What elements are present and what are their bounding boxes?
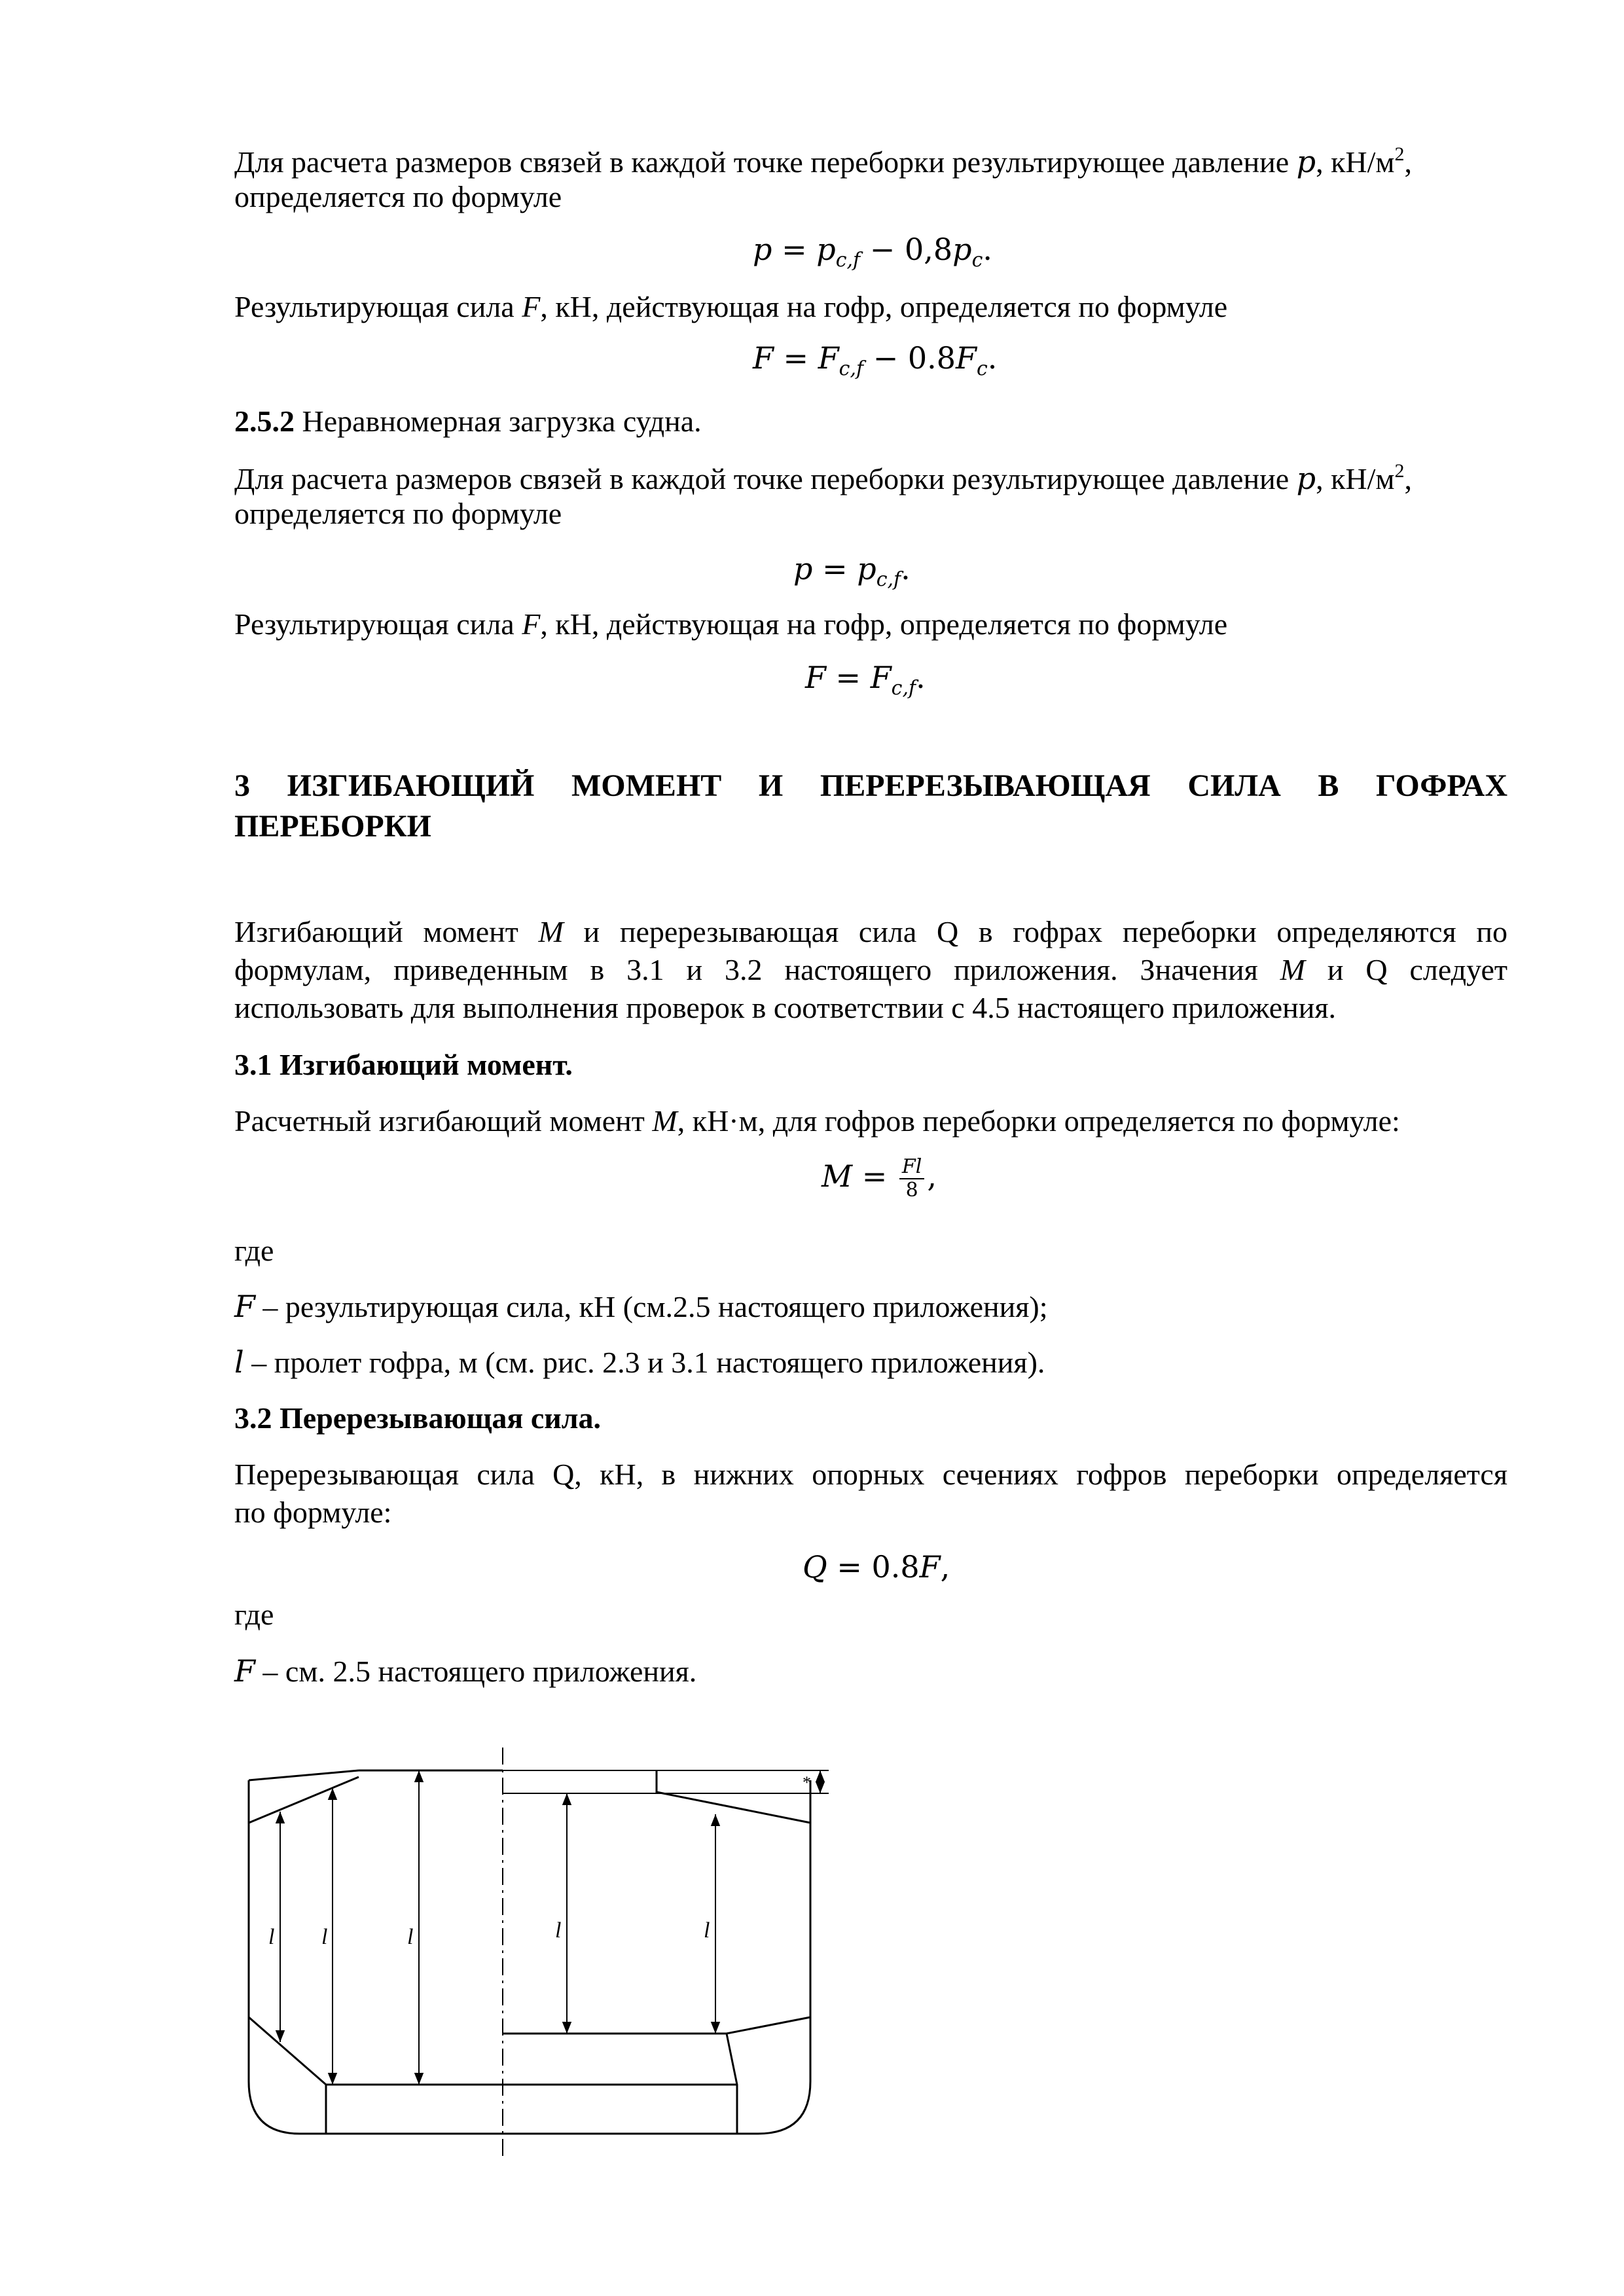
text: , [1404,145,1413,179]
op: = 0.8 [827,1549,920,1585]
text: , кН/м [1316,462,1395,495]
paragraph-moment [234,1102,1400,1140]
text: и Q следует [1305,953,1507,986]
var: p [793,551,813,586]
heading-line: 3 ИЗГИБАЮЩИЙ МОМЕНТ И ПЕРЕРЕЗЫВАЮЩАЯ СИЛА В ГОФРАХ [234,768,1507,803]
numerator: Fl [899,1156,924,1179]
span-label: l [268,1925,275,1949]
text: определяется по формуле [234,497,562,530]
section-number: 2.5.2 [234,404,295,438]
paragraph-line [234,951,1507,989]
text: Результирующая сила [234,607,522,641]
text: , кН, действующая на гофр, определяется по формуле [540,290,1228,323]
superscript: 2 [1394,460,1405,482]
text: Расчетный изгибающий момент [234,1104,653,1138]
op: = [812,551,857,586]
text: – см. 2.5 настоящего приложения. [255,1655,697,1688]
var-M: M [1280,953,1305,986]
op: = [825,660,871,695]
var-p: p [1296,144,1316,179]
span-label: l [704,1918,710,1943]
text: определяется по формуле [234,180,562,213]
paragraph-shear [234,1456,1507,1532]
text: Изгибающий момент [234,915,539,948]
formula-shear [803,1548,950,1586]
op: = [773,340,818,376]
text: , [1404,462,1413,495]
definition-l [234,1343,1045,1382]
subsection-title-2-5-2 [234,403,702,440]
var: F [956,340,977,376]
op: − 0,8 [860,232,953,267]
op: = [772,232,817,267]
op: , [940,1549,950,1585]
sub: c,f [839,357,864,380]
var: F [818,340,839,376]
sub: c,f [891,677,916,700]
paragraph-line: Перерезывающая сила Q, кН, в нижних опорных сечениях гофров переборки определяется [234,1458,1507,1491]
var: F [805,660,826,695]
definition-F [234,1287,1047,1326]
text: , кН/м [1316,145,1395,179]
sub: c [971,249,983,272]
var-F: F [522,290,541,323]
text: Для расчета размеров связей в каждой точке переборки результирующее давление [234,145,1297,179]
text: – результирующая сила, кН (см.2.5 настоящего приложения); [255,1290,1048,1323]
op: . [916,660,926,695]
text: – пролет гофра, м (см. рис. 2.3 и 3.1 настоящего приложения). [244,1346,1045,1379]
var: p [816,232,836,267]
formula-p-nonuniform [793,550,911,591]
var-F: F [234,1653,255,1689]
var-F: F [522,607,541,641]
span-label: l [407,1925,414,1949]
span-label: l [321,1925,328,1949]
var: M [821,1158,853,1194]
sub: c,f [835,249,861,272]
definition-F-shear [234,1652,696,1691]
fraction [899,1156,924,1202]
op: . [901,551,911,586]
where-label: где [234,1598,274,1631]
formula-moment [821,1156,937,1202]
span-label: l [555,1918,562,1943]
topside-tank-left [249,1777,359,1823]
var-M: M [538,915,564,948]
text: формулам, приведенным в 3.1 и 3.2 настоящего приложения. Значения [234,953,1280,986]
text: , кН·м, для гофров переборки определяется по формуле: [677,1104,1400,1138]
section-heading-3 [234,766,1507,847]
text: и перерезывающая сила Q в гофрах переборки определяются по [563,915,1508,948]
var: p [753,232,772,267]
op: − 0.8 [863,340,956,376]
paragraph-section3-intro [234,913,1507,1027]
text: Для расчета размеров связей в каждой точке переборки результирующее давление [234,462,1297,495]
text: Результирующая сила [234,290,522,323]
formula-p-uniform [753,230,992,272]
paragraph-line [234,495,562,533]
text: , кН, действующая на гофр, определяется по формуле [540,607,1228,641]
deck-line [249,1770,359,1780]
var-F: F [234,1289,255,1324]
op: . [987,340,998,376]
hopper-tank-left [249,2017,326,2134]
sub: c [976,357,988,380]
paragraph-line [234,913,1507,951]
section-title: Неравномерная загрузка судна. [295,404,702,438]
paragraph-line: использовать для выполнения проверок в соответствии с 4.5 настоящего приложения. [234,991,1337,1024]
var-p: p [1296,461,1316,496]
paragraph-line: по формуле: [234,1496,392,1529]
op: = [852,1158,897,1194]
where-label: где [234,1234,274,1267]
formula-F-uniform [753,339,998,380]
subsection-title-3-2: 3.2 Перерезывающая сила. [234,1401,602,1435]
hold-cross-section-figure [234,1741,837,2160]
formula-F-nonuniform [805,658,926,700]
paragraph-force-uniform [234,288,1227,326]
var: F [870,660,892,695]
subsection-title-3-1: 3.1 Изгибающий момент. [234,1048,573,1081]
var: p [857,551,876,586]
var: F [919,1549,941,1585]
paragraph-pressure-nonuniform [234,459,1412,498]
var: p [952,232,972,267]
asterisk-label: * [803,1773,811,1792]
var-M: M [652,1104,677,1138]
heading-line: ПЕРЕБОРКИ [234,809,431,844]
op: . [983,232,992,267]
paragraph-pressure-uniform [234,143,1412,181]
superscript: 2 [1394,143,1405,165]
var: Q [803,1549,827,1585]
topside-tank-right [657,1770,810,1823]
paragraph-force-nonuniform [234,605,1227,643]
var-l: l [234,1344,244,1380]
denominator: 8 [905,1179,918,1202]
op: , [927,1158,937,1194]
sub: c,f [876,568,901,591]
hopper-tank-right [503,2017,810,2034]
paragraph-line [234,178,562,216]
var: F [753,340,774,376]
